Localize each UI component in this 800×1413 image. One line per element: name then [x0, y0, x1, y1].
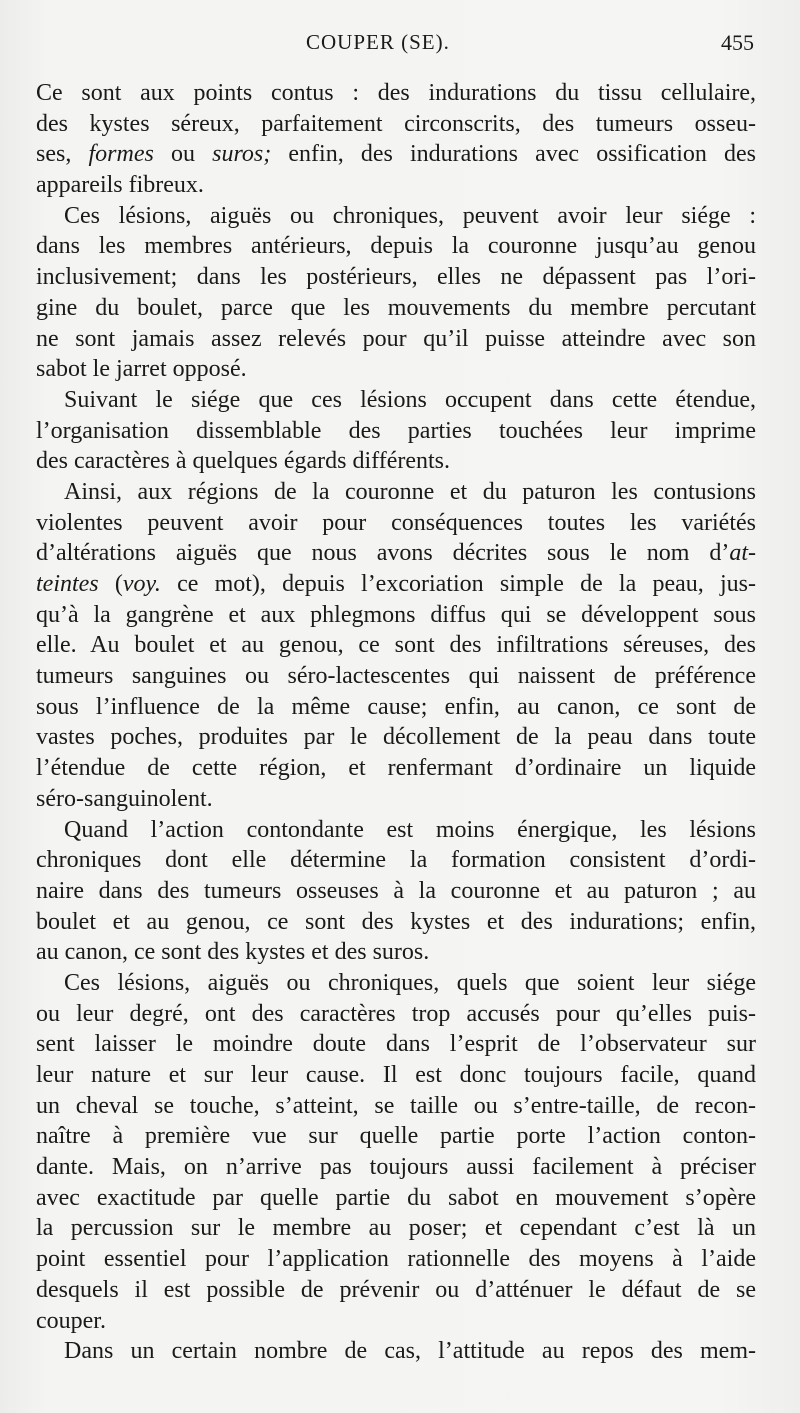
text-line — [36, 385, 756, 416]
text-line — [36, 815, 756, 846]
running-title: COUPER (SE). — [306, 30, 450, 54]
text-line — [36, 845, 756, 876]
text-line — [36, 231, 756, 262]
text-segment: couper. — [36, 1307, 106, 1334]
text-line — [36, 1244, 756, 1275]
text-segment: ou leur degré, ont des caractères trop accusés pour qu’elles puis- — [36, 1000, 756, 1027]
text-segment: ne sont jamais assez relevés pour qu’il puisse atteindre avec son — [36, 325, 756, 352]
text-segment: Quand l’action contondante est moins énergique, les lésions — [64, 816, 756, 843]
text-line — [36, 661, 756, 692]
body-text — [36, 78, 756, 1367]
text-segment: sent laisser le moindre doute dans l’esprit de l’observateur sur — [36, 1031, 756, 1058]
text-segment: ou — [153, 141, 213, 168]
text-line — [36, 692, 756, 723]
text-line — [36, 907, 756, 938]
text-line — [36, 1029, 756, 1060]
text-line — [36, 538, 756, 569]
text-segment: des caractères à quelques égards différents. — [36, 448, 451, 475]
text-line — [36, 170, 756, 201]
text-segment: ses, — [36, 141, 89, 168]
text-segment: avec exactitude par quelle partie du sabot en mouvement s’opère — [36, 1184, 756, 1211]
text-segment: sabot le jarret opposé. — [36, 356, 247, 383]
text-line — [36, 508, 756, 539]
text-segment: Ainsi, aux régions de la couronne et du paturon les contusions — [64, 478, 756, 505]
text-segment: dans les membres antérieurs, depuis la couronne jusqu’au genou — [36, 233, 756, 260]
text-line — [36, 1152, 756, 1183]
text-segment: ce mot), depuis l’excoriation simple de la peau, jus- — [160, 571, 756, 597]
italic-text: suros; — [212, 141, 272, 168]
text-segment: point essentiel pour l’application rationnelle des moyens à l’aide — [36, 1246, 756, 1273]
text-line — [36, 784, 756, 815]
text-segment: séro-sanguinolent. — [36, 785, 213, 812]
text-line — [36, 630, 756, 661]
text-segment: Suivant le siége que ces lésions occupent dans cette étendue, — [64, 386, 756, 413]
text-line — [36, 600, 756, 631]
text-segment: Ces lésions, aiguës ou chroniques, peuvent avoir leur siége : — [64, 202, 756, 229]
text-line — [36, 722, 756, 753]
text-segment: leur nature et sur leur cause. Il est donc toujours facile, quand — [36, 1062, 756, 1088]
italic-text: voy. — [122, 571, 161, 597]
text-segment: Ce sont aux points contus : des indurations du tissu cellulaire, — [36, 80, 756, 106]
text-line — [36, 477, 756, 508]
text-segment: enfin, des indurations avec ossification des — [271, 141, 756, 168]
text-segment: chroniques dont elle détermine la formation consistent d’ordi- — [36, 847, 756, 874]
text-segment: elle. Au boulet et au genou, ce sont des infiltrations séreuses, des — [36, 632, 756, 659]
italic-text: formes — [88, 141, 154, 168]
text-segment: sous l’influence de la même cause; enfin, au canon, ce sont de — [36, 693, 756, 720]
text-line — [36, 1336, 756, 1367]
text-segment: desquels il est possible de prévenir ou d’atténuer le défaut de se — [36, 1276, 756, 1303]
text-line — [36, 1306, 756, 1337]
text-line — [36, 1121, 756, 1152]
text-line — [36, 1275, 756, 1306]
text-segment: la percussion sur le membre au poser; et cependant c’est là un — [36, 1215, 756, 1242]
text-segment: boulet et au genou, ce sont des kystes et des indurations; enfin, — [36, 908, 756, 935]
text-segment: naître à première vue sur quelle partie porte l’action conton- — [36, 1123, 756, 1150]
page-number: 455 — [721, 30, 754, 55]
text-segment: au canon, ce sont des kystes et des suros. — [36, 939, 430, 966]
text-segment: Ces lésions, aiguës ou chroniques, quels que soient leur siége — [64, 969, 756, 996]
text-segment: vastes poches, produites par le décollement de la peau dans toute — [36, 724, 756, 751]
text-line — [36, 109, 756, 140]
text-segment: violentes peuvent avoir pour conséquences toutes les variétés — [36, 509, 756, 536]
italic-text: teintes — [36, 571, 99, 597]
text-segment: ( — [98, 571, 123, 597]
text-line — [36, 968, 756, 999]
text-line — [36, 1213, 756, 1244]
text-line — [36, 999, 756, 1030]
text-line — [36, 753, 756, 784]
text-line — [36, 262, 756, 293]
text-segment: inclusivement; dans les postérieurs, elles ne dépassent pas l’ori- — [36, 264, 756, 291]
text-segment: dante. Mais, on n’arrive pas toujours aussi facilement à préciser — [36, 1154, 756, 1181]
text-line — [36, 1091, 756, 1122]
text-line — [36, 876, 756, 907]
text-line — [36, 78, 756, 109]
text-segment: Dans un certain nombre de cas, l’attitude au repos des mem- — [64, 1338, 756, 1365]
text-segment: l’organisation dissemblable des parties touchées leur imprime — [36, 417, 756, 444]
text-segment: naire dans des tumeurs osseuses à la couronne et au paturon ; au — [36, 877, 756, 904]
text-segment: appareils fibreux. — [36, 172, 204, 199]
text-segment: un cheval se touche, s’atteint, se taille ou s’entre-taille, de recon- — [36, 1092, 756, 1119]
text-line — [36, 569, 756, 600]
text-segment: gine du boulet, parce que les mouvements du membre percutant — [36, 294, 756, 321]
italic-text: at- — [729, 540, 756, 567]
text-segment: d’altérations aiguës que nous avons décrites sous le nom d’ — [36, 540, 730, 567]
text-line — [36, 446, 756, 477]
text-line — [36, 1183, 756, 1214]
text-segment: qu’à la gangrène et aux phlegmons diffus qui se développent sous — [36, 601, 756, 628]
text-line — [36, 201, 756, 232]
text-segment: tumeurs sanguines ou séro-lactescentes qui naissent de préférence — [36, 663, 756, 690]
text-line — [36, 139, 756, 170]
text-line — [36, 416, 756, 447]
running-head — [0, 30, 800, 60]
text-line — [36, 324, 756, 355]
text-line — [36, 937, 756, 968]
text-segment: l’étendue de cette région, et renfermant d’ordinaire un liquide — [36, 755, 756, 782]
text-line — [36, 293, 756, 324]
text-line — [36, 1060, 756, 1091]
text-segment: des kystes séreux, parfaitement circonscrits, des tumeurs osseu- — [36, 110, 756, 137]
text-line — [36, 354, 756, 385]
